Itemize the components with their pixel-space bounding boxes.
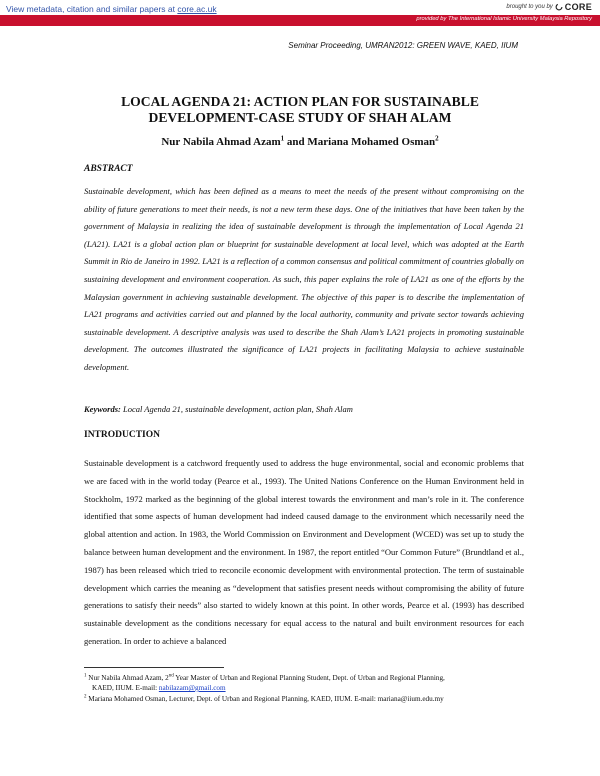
core-link-text: View metadata, citation and similar papers at <box>6 4 178 14</box>
author-connector: and <box>284 136 308 148</box>
paper-title-line-1: LOCAL AGENDA 21: ACTION PLAN FOR SUSTAINABLE <box>121 94 479 109</box>
author-2-name: Mariana Mohamed Osman <box>307 136 436 148</box>
abstract-text: Sustainable development, which has been defined as a means to meet the needs of the present without compromising on the ability of future generations to meet their needs, is not a new term these days. One of the initiatives that have been taken by the government of Malaysia in realizing the idea of sustainable development is through the implementation of Local Agenda 21 (LA21). LA21 is a global action plan or blueprint for sustainable development at local level, which was adopted at the Earth Summit in Rio de Janeiro in 1992. LA21 is a reflection of a common consensus and political commitment of countries globally on sustaining development and environment cooperation. As such, this paper explains the role of LA21 as one of the efforts by the Malaysian government in achieving sustainable development. The objective of this paper is to describe the implementation of LA21 programs and activities carried out and planned by the local authority, community and private sector towards achieving sustainable development. A descriptive analysis was used to describe the Shah Alam’s LA21 projects in promoting sustainable development. The outcomes illustrated the significance of LA21 projects in facilitating Malaysia to achieve sustainable development. <box>84 186 524 372</box>
footnote-1 <box>84 673 524 693</box>
core-provider-text[interactable]: provided by The International Islamic University Malaysia Repository <box>416 16 592 22</box>
keywords-text: Local Agenda 21, sustainable development, action plan, Shah Alam <box>120 404 353 414</box>
footnote-2-number: 2 <box>84 694 87 700</box>
footnote-2-text: Mariana Mohamed Osman, Lecturer, Dept. of Urban and Regional Planning, KAED, IIUM. E-mail: mariana@iium.edu.my <box>86 695 444 703</box>
keywords-label: Keywords: <box>84 404 121 414</box>
author-1-name: Nur Nabila Ahmad Azam <box>161 136 281 148</box>
author-1-affil-mark: 1 <box>280 134 285 143</box>
footnote-1-text-a: Nur Nabila Ahmad Azam, 2 <box>86 674 169 682</box>
footnote-1-number: 1 <box>84 673 87 679</box>
footnote-2 <box>84 694 544 704</box>
core-metadata-link[interactable] <box>6 4 217 14</box>
core-provider-bar <box>0 15 600 26</box>
footnote-1-line-2-text: KAED, IIUM. E-mail: <box>92 684 159 692</box>
abstract-heading: ABSTRACT <box>84 164 133 174</box>
brought-to-you-text: brought to you by <box>506 4 553 10</box>
footnote-1-line-2 <box>84 683 524 693</box>
introduction-heading: INTRODUCTION <box>84 430 161 440</box>
author-2-affil-mark: 2 <box>435 134 439 143</box>
running-header: Seminar Proceeding, UMRAN2012: GREEN WAVE, KAED, IIUM <box>288 41 518 50</box>
footnote-divider <box>84 667 224 668</box>
core-logo-icon <box>555 3 563 11</box>
footnote-1-text-b: Year Master of Urban and Regional Planning Student, Dept. of Urban and Regional Planning, <box>173 674 445 682</box>
paper-title-line-2: DEVELOPMENT-CASE STUDY OF SHAH ALAM <box>148 110 452 125</box>
core-link-domain[interactable]: core.ac.uk <box>177 4 217 14</box>
core-logo-text: CORE <box>564 2 592 12</box>
core-brought-by[interactable] <box>506 2 592 12</box>
author-line <box>0 136 600 148</box>
keywords-line <box>84 404 353 414</box>
footnote-1-email-link[interactable]: nabilazam@gmail.com <box>158 684 226 692</box>
footnote-1-ordinal: nd <box>168 673 174 679</box>
introduction-text: Sustainable development is a catchword frequently used to address the huge environmental, social and economic problems that we are faced with in the world today (Pearce et al., 1993). The United Nations Conference on the Human Environment held in Stockholm, 1972 marked as the beginning of the global interest towards the environment and man’s role in it. The conference identified that some aspects of human development had indeed caused damage to the environment which necessarily need the global attention and action. In 1983, the World Commission on Environment and Development (WCED) was set up to study the balance between human development and the environment. In 1987, the report entitled “Our Common Future” (Brundtland et al., 1987) has been released which tried to reconcile economic development with environmental protection. The term of sustainable development which carries the meaning as “development that satisfies present needs without compromising the ability of future generations to satisfy their needs” also started to widely known at this point. In other words, Pearce et al. (1993) has described sustainable development as the conditions necessary for equal access to the natural and built environment resources for each generation. In order to achieve a balanced <box>84 458 524 646</box>
